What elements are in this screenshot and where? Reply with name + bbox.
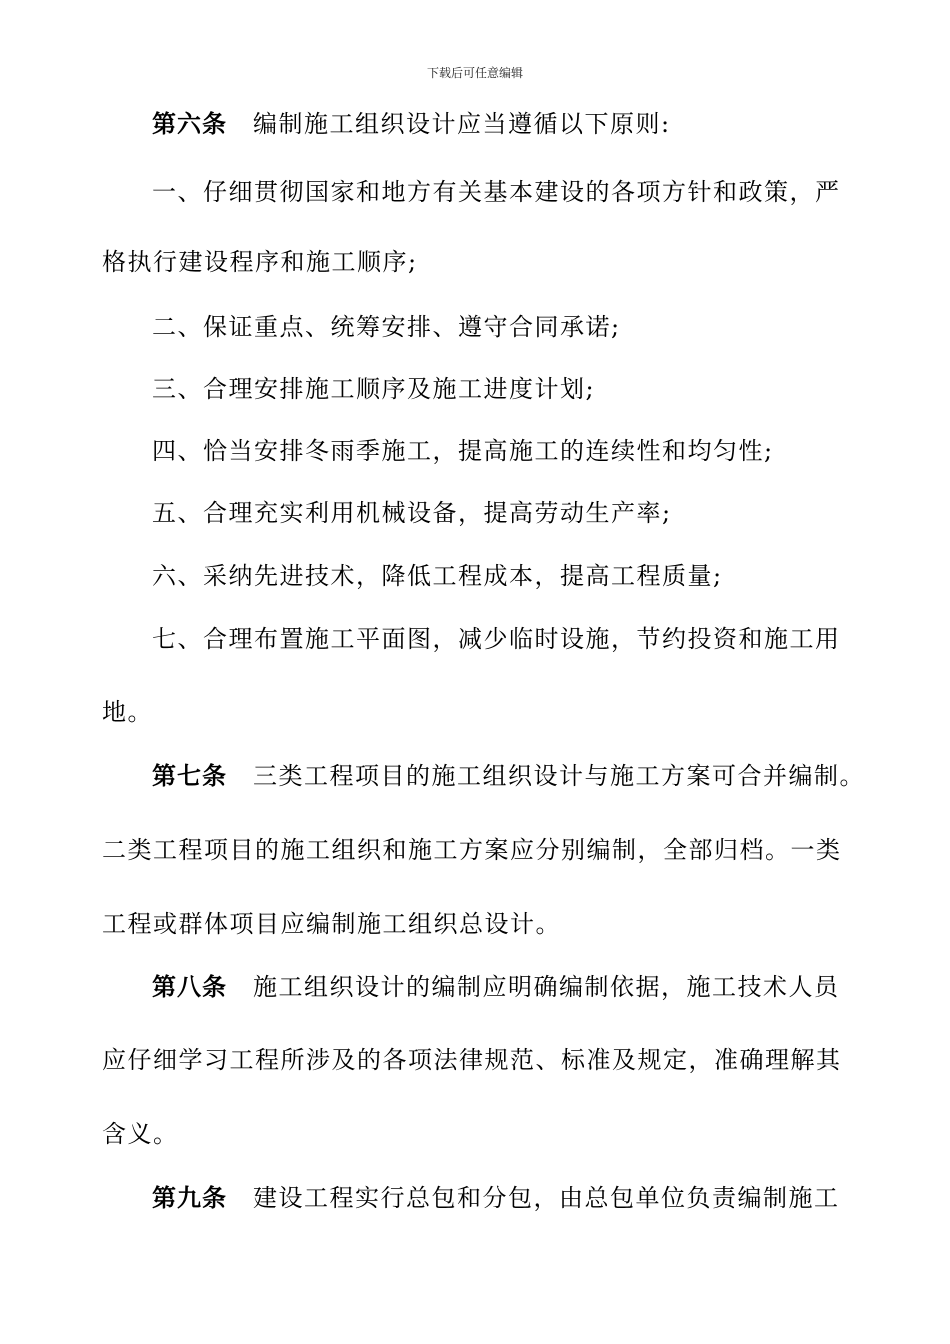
principle-6: 六、采纳先进技术，降低工程成本，提高工程质量;: [152, 562, 723, 590]
article-8-line-1: [152, 971, 912, 1003]
article-8-text: 施工组织设计的编制应明确编制依据，施工技术人员: [253, 973, 840, 1001]
page-header: 下载后可任意编辑: [426, 66, 523, 80]
article-7-text: 三类工程项目的施工组织设计与施工方案可合并编制。: [253, 762, 865, 790]
article-7-line-2: 二类工程项目的施工组织和施工方案应分别编制，全部归档。一类: [102, 836, 842, 864]
article-9-label: 第九条: [152, 1184, 227, 1212]
principle-7-line-1: 七、合理布置施工平面图，减少临时设施，节约投资和施工用: [152, 625, 841, 653]
article-8-line-2: 应仔细学习工程所涉及的各项法律规范、标准及规定，准确理解其: [102, 1046, 842, 1074]
principle-4: 四、恰当安排冬雨季施工，提高施工的连续性和均匀性;: [152, 437, 774, 465]
principle-3: 三、合理安排施工顺序及施工进度计划;: [152, 375, 596, 403]
principle-2: 二、保证重点、统筹安排、遵守合同承诺;: [152, 313, 621, 341]
article-8-line-3: 含义。: [102, 1120, 179, 1148]
article-7-label: 第七条: [152, 762, 227, 790]
article-9-text: 建设工程实行总包和分包，由总包单位负责编制施工: [253, 1184, 840, 1212]
principle-1-line-2: 格执行建设程序和施工顺序;: [102, 248, 418, 276]
article-6-label: 第六条: [152, 110, 227, 138]
principle-7-line-2: 地。: [102, 698, 153, 726]
article-9-line-1: [152, 1182, 912, 1214]
principle-5: 五、合理充实利用机械设备，提高劳动生产率;: [152, 499, 672, 527]
article-8-label: 第八条: [152, 973, 227, 1001]
article-6-text: 编制施工组织设计应当遵循以下原则:: [253, 110, 671, 138]
article-6-heading: [152, 108, 912, 140]
article-7-line-1: [152, 760, 912, 792]
principle-1-line-1: 一、仔细贯彻国家和地方有关基本建设的各项方针和政策，严: [152, 178, 841, 206]
article-7-line-3: 工程或群体项目应编制施工组织总设计。: [102, 910, 561, 938]
